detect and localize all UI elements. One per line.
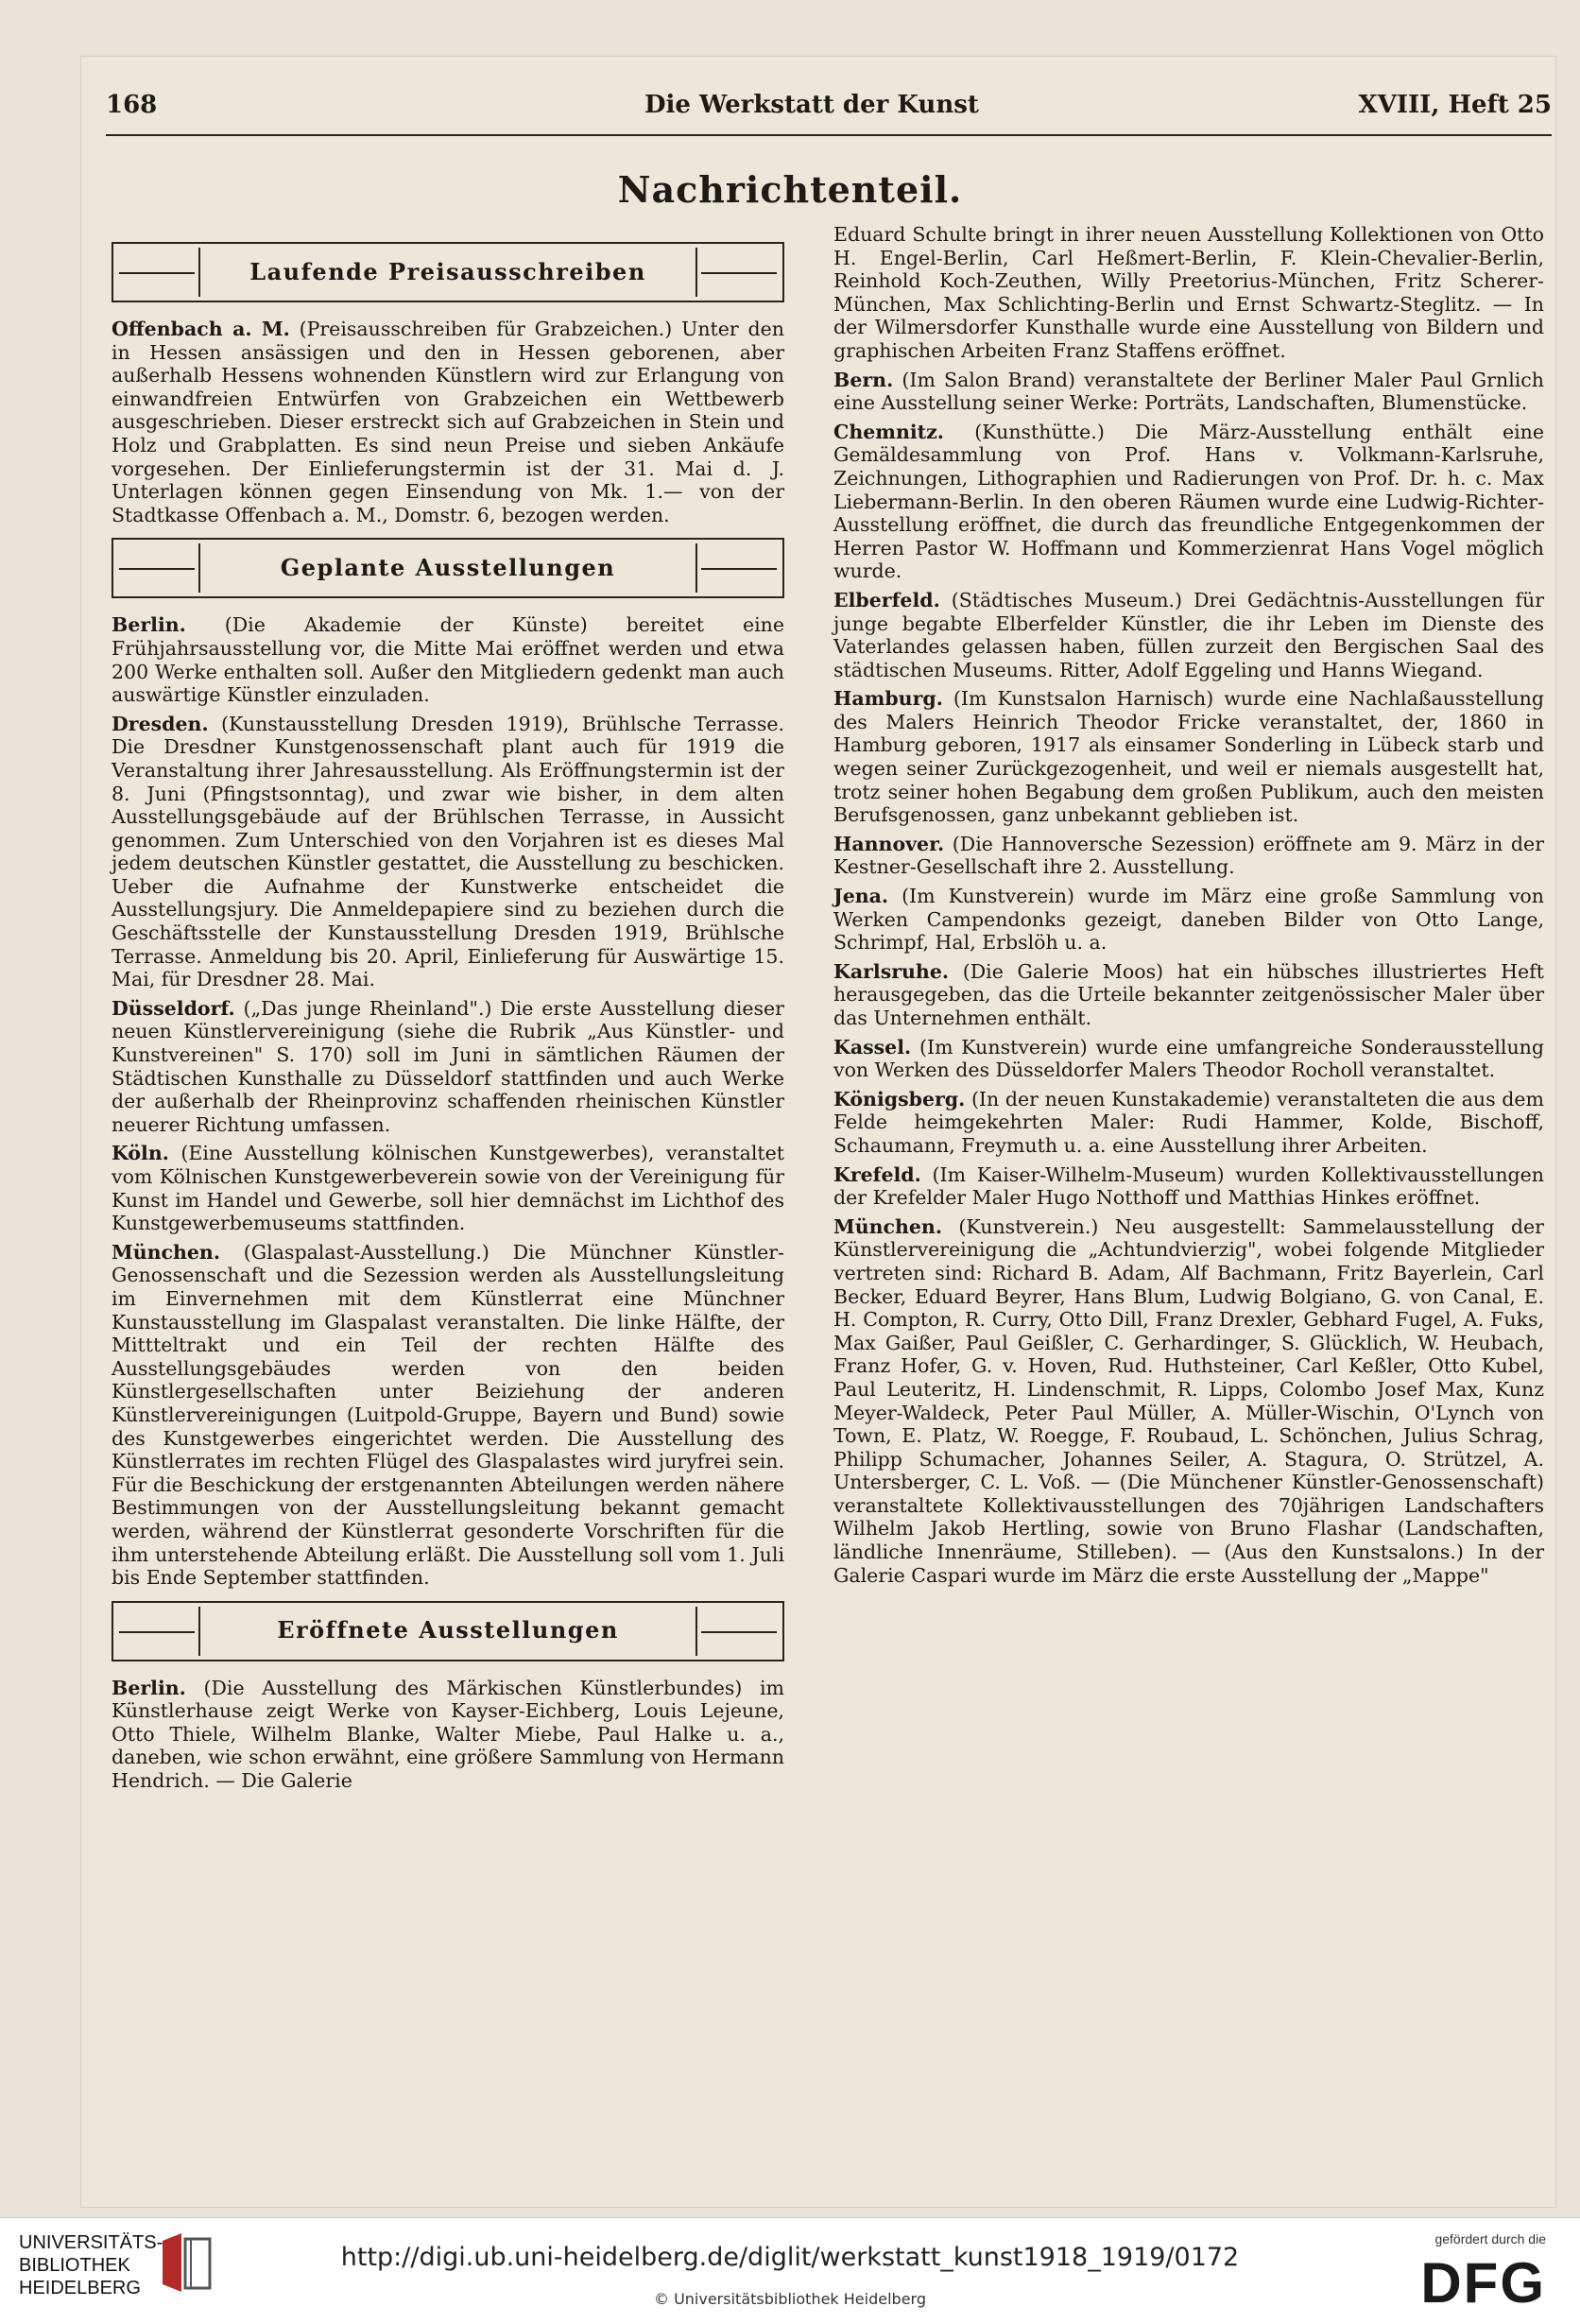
running-head <box>106 91 1552 129</box>
section-heading-geplante: Geplante Ausstellungen <box>112 538 784 598</box>
entry-chemnitz: Chemnitz. (Kunsthütte.) Die März-Ausstellung enthält eine Gemäldesammlung von Prof. Hans v. Volkmann-Karlsruhe, Zeichnungen, Lithographien und Radierungen von Prof. Dr. h. c. Max Liebermann-Berlin. In den oberen Räumen wurde eine Ludwig-Richter-Ausstellung eröffnet, die durch das freundliche Entgegenkommen der Herren Pastor W. Hoffmann und Kommerzienrat Hans Vogel möglich wurde. <box>833 420 1544 583</box>
copyright: © Universitätsbibliothek Heidelberg <box>653 2290 926 2308</box>
library-name: UNIVERSITÄTS- BIBLIOTHEK HEIDELBERG <box>19 2232 163 2298</box>
entry-bern: Bern. (Im Salon Brand) veranstaltete der Berliner Maler Paul Grnlich eine Ausstellung seiner Werke: Porträts, Landschaften, Blumenstücke. <box>833 368 1544 415</box>
header-rule <box>106 134 1552 136</box>
entry-continuation: Eduard Schulte bringt in ihrer neuen Ausstellung Kollektionen von Otto H. Engel-Berlin, Carl Heßmert-Berlin, F. Klein-Chevalier-Berlin, Reinhold Koch-Zeuthen, Willy Preetorius-München, Fritz Scherer-München, Max Schlichting-Berlin und Ernst Schwartz-Steglitz. — In der Wilmersdorfer Kunsthalle wurde eine Ausstellung von Bildern und graphischen Arbeiten Franz Staffens eröffnet. <box>833 223 1544 362</box>
entry-offenbach: Offenbach a. M. (Preisausschreiben für Grabzeichen.) Unter den in Hessen ansässigen und den in Hessen geborenen, aber außerhalb Hessens wohnenden Künstlern wird zur Erlangung von einwandfreien Entwürfen von Grabzeichen ein Wettbewerb ausgeschrieben. Dieser erstreckt sich auf Grabzeichen in Stein und Holz und Grabplatten. Es sind neun Preise und sieben Ankäufe vorgesehen. Der Einlieferungstermin ist der 31. Mai d. J. Unterlagen können gegen Einsendung von Mk. 1.— von der Stadtkasse Offenbach a. M., Domstr. 6, bezogen werden. <box>112 318 784 526</box>
entry-elberfeld: Elberfeld. (Städtisches Museum.) Drei Gedächtnis-Ausstellungen für junge begabte Elberfelder Künstler, die ihr Leben im Dienste des Vaterlandes gelassen haben, füllen zurzeit den Bergischen Saal des städtischen Museums. Ritter, Adolf Eggeling und Hanns Wiegand. <box>833 588 1544 681</box>
journal-title: Die Werkstatt der Kunst <box>644 91 979 119</box>
entry-jena: Jena. (Im Kunstverein) wurde im März eine große Sammlung von Werken Campendonks gezeigt, daneben Bilder von Otto Lange, Schrimpf, Hal, Erbslöh u. a. <box>833 885 1544 955</box>
section-heading-preisausschreiben: Laufende Preisausschreiben <box>112 242 784 302</box>
entry-muenchen-open: München. (Kunstverein.) Neu ausgestellt: Sammelausstellung der Künstlervereinigung die „Achtundvierzig", wobei folgende Mitglieder vertreten sind: Richard B. Adam, Alf Bachmann, Fritz Bayerlein, Carl Becker, Eduard Beyrer, Hans Blum, Ludwig Bolgiano, G. von Canal, E. H. Compton, R. Curry, Otto Dill, Franz Drexler, Gebhard Fugel, A. Fuks, Max Gaißer, Paul Geißler, C. Gerhardinger, S. Glücklich, W. Heubach, Franz Hofer, G. v. Hoven, Rud. Huthsteiner, Carl Keßler, Otto Kubel, Paul Leuteritz, H. Lindenschmit, R. Lipps, Colombo Josef Max, Kunz Meyer-Waldeck, Peter Paul Müller, A. Müller-Wischin, O'Lynch von Town, E. Platz, W. Roegge, F. Roubaud, L. Schönchen, Julius Schrag, Philipp Schumacher, Johannes Seiler, A. Stagura, O. Strützel, A. Untersberger, C. L. Voß. — (Die Münchener Künstler-Genossenschaft) veranstaltete Kollektivausstellungen des 70jährigen Landschafters Wilhelm Jakob Hertling, sowie von Bruno Flashar (Landschaften, ländliche Innenräume, Stilleben). — (Aus den Kunstsalons.) In der Galerie Caspari wurde im März die erste Ausstellung der „Mappe" <box>833 1214 1544 1587</box>
entry-krefeld: Krefeld. (Im Kaiser-Wilhelm-Museum) wurden Kollektivausstellungen der Krefelder Maler Hugo Notthoff und Matthias Hinkes eröffnet. <box>833 1162 1544 1210</box>
entry-duesseldorf: Düsseldorf. („Das junge Rheinland".) Die erste Ausstellung dieser neuen Künstlervereinigung (siehe die Rubrik „Aus Künstler- und Kunstvereinen" S. 170) soll im Juni in sämtlichen Räumen der Städtischen Kunsthalle zu Düsseldorf stattfinden und auch Werke der außerhalb der Rheinprovinz schaffenden rheinischen Künstler neuerer Richtung umfassen. <box>112 996 784 1136</box>
issue-number: XVIII, Heft 25 <box>1358 91 1552 119</box>
entry-berlin-open: Berlin. (Die Ausstellung des Märkischen Künstlerbundes) im Künstlerhause zeigt Werke von Kayser-Eichberg, Louis Lejeune, Otto Thiele, Wilhelm Blanke, Walter Miebe, Paul Halke u. a., daneben, wie schon erwähnt, eine größere Sammlung von Hermann Hendrich. — Die Galerie <box>112 1676 784 1793</box>
entry-koenigsberg: Königsberg. (In der neuen Kunstakademie) veranstalteten die aus dem Felde heimgekehrten Maler: Rudi Hammer, Kolde, Bischoff, Schaumann, Freymuth u. a. eine Ausstellung ihrer Arbeiten. <box>833 1087 1544 1157</box>
entry-muenchen-plan: München. (Glaspalast-Ausstellung.) Die Münchner Künstler-Genossenschaft und die Sezession werden als Ausstellungsleitung im Einvernehmen mit dem Künstlerrat eine Münchner Kunstausstellung im Glaspalast veranstalten. Die linke Hälfte, der Mittteltrakt und ein Teil der rechten Hälfte des Ausstellungsgebäudes werden von den beiden Künstlergesellschaften unter Beiziehung der anderen Künstlervereinigungen (Luitpold-Gruppe, Bayern und Bund) sowie des Kunstgewerbes eingerichtet werden. Die Ausstellung des Künstlerrates im rechten Flügel des Glaspalastes wird juryfrei sein. Für die Beschickung der erstgenannten Abteilungen werden nähere Bestimmungen von der Ausstellungsleitung bekannt gemacht werden, während der Künstlerrat gesonderte Vorschriften für die ihm unterstehende Abteilung erläßt. Die Ausstellung soll vom 1. Juli bis Ende September stattfinden. <box>112 1240 784 1590</box>
page-title: Nachrichtenteil. <box>617 168 963 211</box>
entry-dresden: Dresden. (Kunstausstellung Dresden 1919), Brühlsche Terrasse. Die Dresdner Kunstgenossenschaft plant auch für 1919 die Veranstaltung ihrer Jahresausstellung. Als Eröffnungstermin ist der 8. Juni (Pfingstsonntag), und zwar wie bisher, in dem alten Ausstellungsgebäude auf der Brühlschen Terrasse, in Aussicht genommen. Zum Unterschied von den Vorjahren ist es dieses Mal jedem deutschen Künstler gestattet, die Ausstellung zu beschicken. Ueber die Aufnahme der Kunstwerke entscheidet die Ausstellungsjury. Die Anmeldepapiere sind zu beziehen durch die Geschäftsstelle der Kunstausstellung Dresden 1919, Brühlsche Terrasse. Anmeldung bis 20. April, Einlieferung für Auswärtige 15. Mai, für Dresdner 28. Mai. <box>112 712 784 991</box>
funding-note: gefördert durch die <box>1434 2231 1546 2247</box>
dfg-logo: DFG <box>1420 2251 1546 2315</box>
entry-koeln: Köln. (Eine Ausstellung kölnischen Kunstgewerbes), veranstaltet vom Kölnischen Kunstgewerbeverein sowie von der Vereinigung für Kunst im Handel und Gewerbe, soll hier demnächst im Lichthof des Kunstgewerbemuseums stattfinden. <box>112 1142 784 1235</box>
right-column <box>833 223 1544 1592</box>
left-column <box>112 231 784 1799</box>
page-number: 168 <box>106 91 158 119</box>
footer-bar <box>0 2217 1580 2324</box>
section-heading-eroeffnete: Eröffnete Ausstellungen <box>112 1601 784 1661</box>
permalink[interactable]: http://digi.ub.uni-heidelberg.de/diglit/werkstatt_kunst1918_1919/0172 <box>340 2243 1240 2272</box>
entry-kassel: Kassel. (Im Kunstverein) wurde eine umfangreiche Sonderausstellung von Werken des Düsseldorfer Malers Theodor Rocholl veranstaltet. <box>833 1035 1544 1082</box>
entry-karlsruhe: Karlsruhe. (Die Galerie Moos) hat ein hübsches illustriertes Heft herausgegeben, das die Urteile bekannter zeitgenössischer Maler über das Unternehmen enthält. <box>833 959 1544 1029</box>
entry-hannover: Hannover. (Die Hannoversche Sezession) eröffnete am 9. März in der Kestner-Gesellschaft ihre 2. Ausstellung. <box>833 832 1544 879</box>
entry-hamburg: Hamburg. (Im Kunstsalon Harnisch) wurde eine Nachlaßausstellung des Malers Heinrich Theodor Fricke veranstaltet, der, 1860 in Hamburg geboren, 1917 als einsamer Sonderling in Lübeck starb und wegen seiner Zurückgezogenheit, und weil er niemals ausgestellt hat, trotz seiner hohen Begabung dem großen Publikum, auch den meisten Berufsgenossen, ganz unbekannt geblieben ist. <box>833 687 1544 827</box>
entry-berlin-plan: Berlin. (Die Akademie der Künste) bereitet eine Frühjahrsausstellung vor, die Mitte Mai eröffnet werden und etwa 200 Werke enthalten soll. Außer den Mitgliedern gedenkt man auch auswärtige Künstler einzuladen. <box>112 613 784 707</box>
